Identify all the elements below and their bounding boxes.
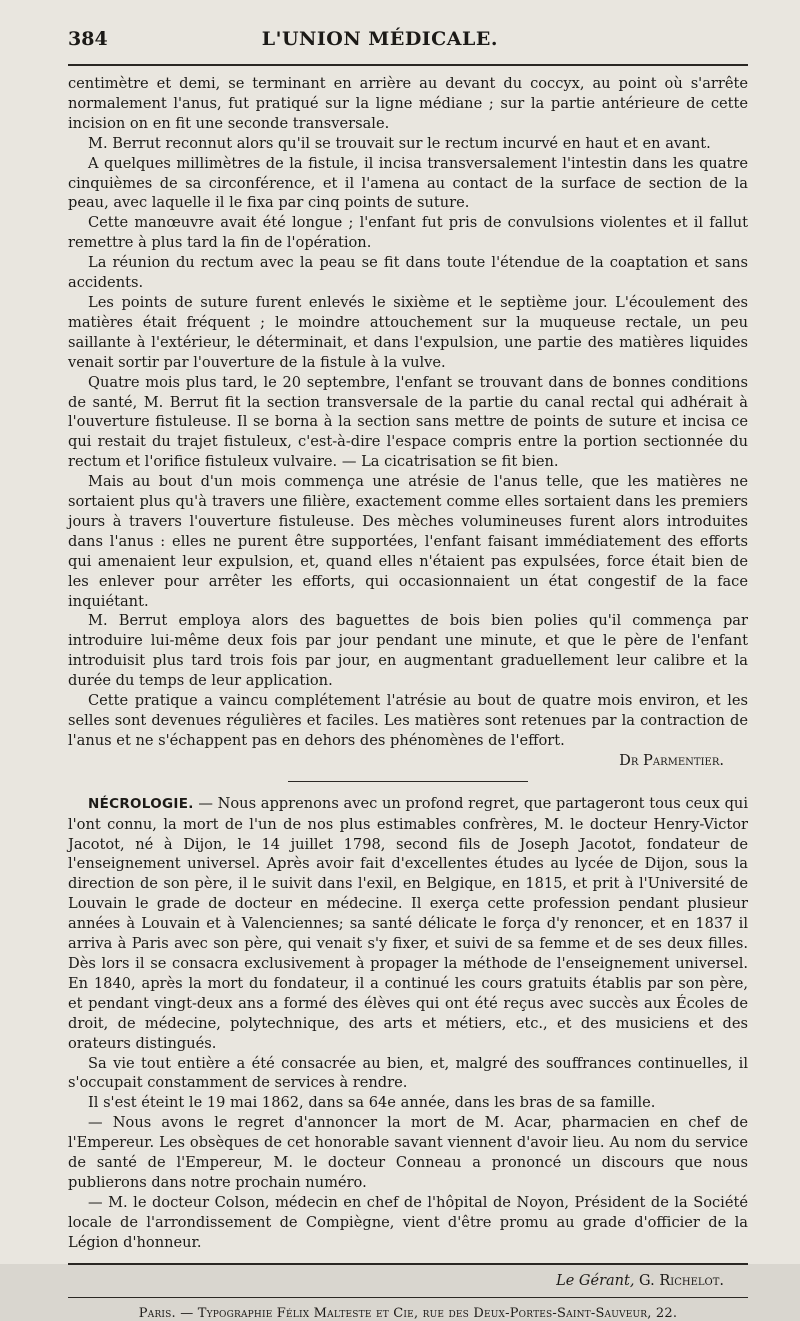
article-paragraph: Cette pratique a vaincu complétement l'atrésie au bout de quatre mois environ, et les selles sont devenues régulières et faciles. Les matières sont retenues par la contraction de l'anus et ne s'échappent pas en dehors des phénomènes de l'effort. xyxy=(68,692,748,749)
author-signature: Dr Parmentier. xyxy=(619,751,724,769)
necrologie-section xyxy=(68,794,748,1253)
article-paragraph: centimètre et demi, se terminant en arrière au devant du coccyx, au point où s'arrête normalement l'anus, fut pratiqué sur la ligne médiane ; sur la partie antérieure de cette incision on en fit une seconde transversale. xyxy=(68,75,748,132)
printer-imprint: Paris. — Typographie Félix Malteste et Cie, rue des Deux-Portes-Saint-Sauveur, 22. xyxy=(138,1305,678,1321)
page-header xyxy=(68,28,748,58)
necrologie-paragraph: Il s'est éteint le 19 mai 1862, dans sa 64e année, dans les bras de sa famille. xyxy=(88,1094,656,1112)
necrologie-paragraph: Sa vie tout entière a été consacrée au bien, et, malgré des souffrances continuelles, il s'occupait constamment de services à rendre. xyxy=(68,1054,748,1092)
article-paragraph: Cette manœuvre avait été longue ; l'enfant fut pris de convulsions violentes et il fallut remettre à plus tard la fin de l'opération. xyxy=(68,214,748,252)
necrologie-text: — Nous apprenons avec un profond regret, que partageront tous ceux qui l'ont connu, la mort de l'un de nos plus estimables confrères, M. le docteur Henry-Victor Jacotot, né à Dijon, le 14 juillet 1798, second fils de Joseph Jacotot, fondateur de l'enseignement universel. Après avoir fait d'excellentes études au lycée de Dijon, sous la direction de son père, il le suivit dans l'exil, en Belgique, en 1815, et prit à l'Université de Louvain le grade de docteur en médecine. Il exerça cette profession pendant plusieur années à Louvain et à Valenciennes; sa santé délicate le força d'y renoncer, et en 1837 il arriva à Paris avec son père, qui venait s'y fixer, et suivi de sa femme et de ses deux filles. Dès lors il se consacra exclusivement à propager la méthode de l'enseignement universel. En 1840, après la mort du fondateur, il a continué les cours gratuits établis par son père, et pendant vingt-deux ans a formé des élèves qui ont été reçus avec succès aux Écoles de droit, de médecine, polytechnique, des arts et métiers, etc., et des musiciens et des orateurs distingués. xyxy=(68,794,748,1052)
article-paragraph: Quatre mois plus tard, le 20 septembre, l'enfant se trouvant dans de bonnes conditions de santé, M. Berrut fit la section transversale de la partie du canal rectal qui adhérait à l'ouverture fistuleuse. Il se borna à la section sans mettre de points de suture et incisa ce qui restait du trajet fistuleux, c'est-à-dire l'espace compris entre la portion sectionnée du rectum et l'orifice fistuleux vulvaire. — La cicatrisation se fit bien. xyxy=(68,373,748,471)
article-paragraph: M. Berrut reconnut alors qu'il se trouvait sur le rectum incurvé en haut et en avant. xyxy=(88,134,711,152)
article-paragraph: Mais au bout d'un mois commença une atrésie de l'anus telle, que les matières ne sortaient plus qu'à travers une filière, exactement comme elles sortaient dans les premiers jours à travers l'ouverture fistuleuse. Des mèches volumineuses furent alors introduites dans l'anus : elles ne purent être supportées, l'enfant faisant immédiatement des efforts qui amenaient leur expulsion, et, quand elles n'étaient pas expulsées, force était bien de les enlever pour arrêter les efforts, qui occasionnaient un état congestif de la face inquiétant. xyxy=(68,473,748,610)
necrologie-heading: NÉCROLOGIE. xyxy=(88,795,194,812)
page-number: 384 xyxy=(68,28,108,50)
section-divider xyxy=(288,781,528,782)
gerant-line xyxy=(68,1273,724,1289)
running-title: L'UNION MÉDICALE. xyxy=(261,28,498,50)
article-paragraph: Les points de suture furent enlevés le sixième et le septième jour. L'écoulement des matières était fréquent ; le moindre attouchement sur la muqueuse rectale, un peu saillante à l'extérieur, le déterminait, et dans l'expulsion, une partie des matières liquides venait sortir par l'ouverture de la fistule à la vulve. xyxy=(68,293,748,371)
article-paragraph: La réunion du rectum avec la peau se fit dans toute l'étendue de la coaptation et sans accidents. xyxy=(68,254,748,292)
necrologie-paragraph: — M. le docteur Colson, médecin en chef de l'hôpital de Noyon, Président de la Société locale de l'arrondissement de Compiègne, vient d'être promu au grade d'officier de la Légion d'honneur. xyxy=(68,1193,748,1251)
article-paragraph: M. Berrut employa alors des baguettes de bois bien polies qu'il commença par introduire lui-même deux fois par jour pendant une minute, et que le père de l'enfant introduisit plus tard trois fois par jour, en augmentant graduellement leur calibre et la durée du temps de leur application. xyxy=(68,612,748,690)
necrologie-paragraph xyxy=(68,794,748,1054)
gerant-label: Le Gérant, xyxy=(556,1272,635,1289)
article-body xyxy=(68,74,748,771)
necrologie-paragraph: — Nous avons le regret d'annoncer la mort de M. Acar, pharmacien en chef de l'Empereur. Les obsèques de cet honorable savant viennent d'avoir lieu. Au nom du service de santé de l'Empereur, M. le docteur Conneau a prononcé un discours que nous publierons dans notre prochain numéro. xyxy=(68,1114,748,1191)
imprint-rule xyxy=(68,1297,748,1298)
gerant-name: G. Richelot. xyxy=(639,1272,724,1289)
article-paragraph: A quelques millimètres de la fistule, il incisa transversalement l'intestin dans les quatre cinquièmes de sa circonférence, et il l'amena au contact de la surface de section de la peau, avec laquelle il le fixa par cinq points de suture. xyxy=(68,154,748,212)
header-rule xyxy=(68,64,748,66)
